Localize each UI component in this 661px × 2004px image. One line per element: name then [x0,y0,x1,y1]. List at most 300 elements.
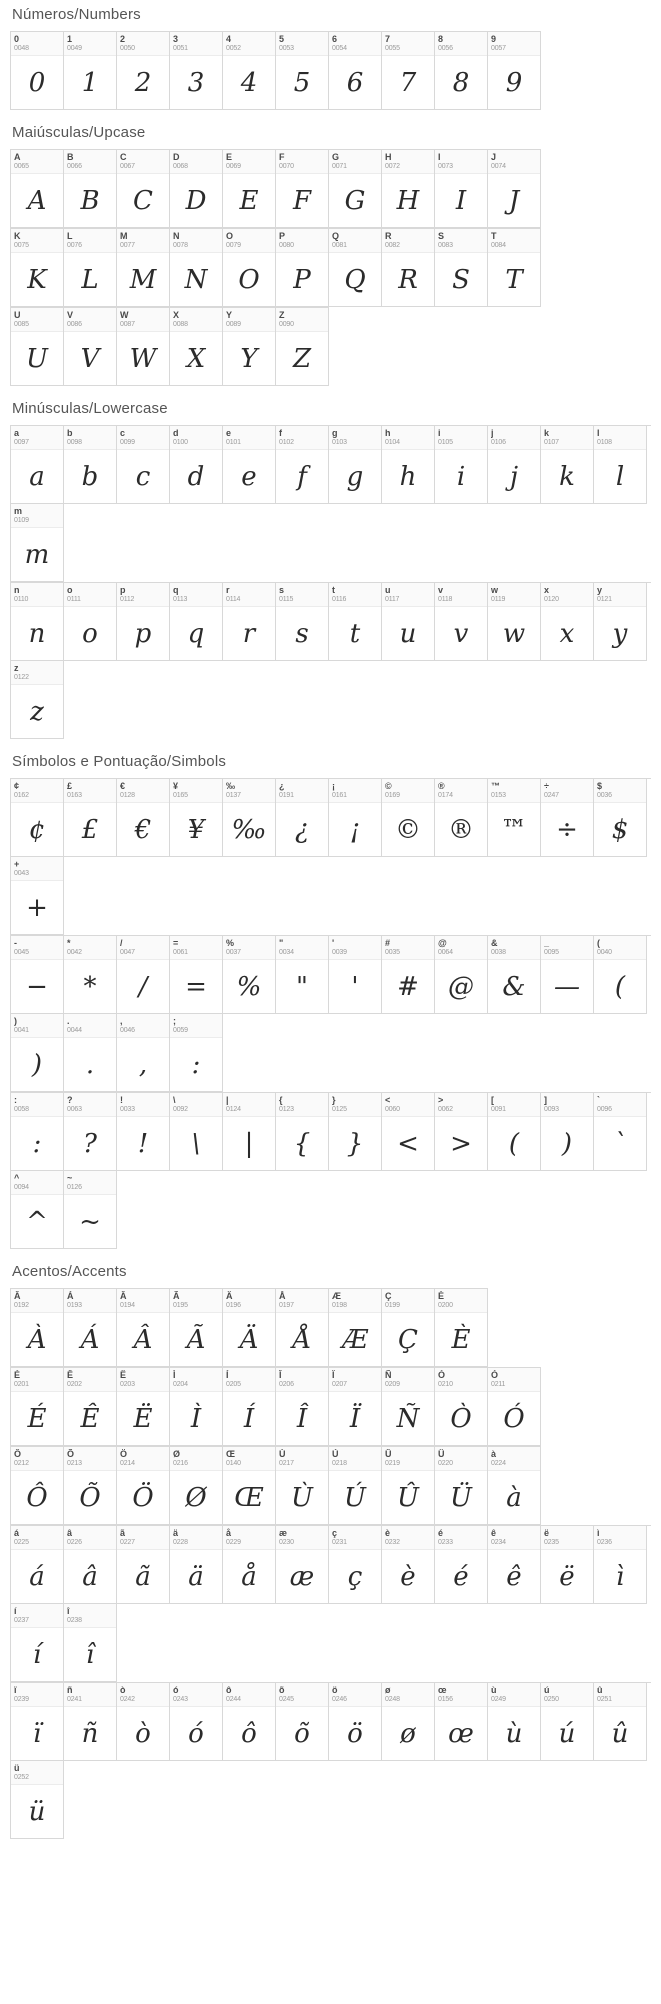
glyph-char-label: } [332,1095,336,1105]
glyph-row [10,778,651,935]
glyph-cell[interactable] [329,1368,382,1446]
glyph-cell[interactable] [11,1289,64,1367]
glyph-meta [382,936,434,960]
glyph-preview: ô [241,1718,257,1749]
glyph-code-label: 0201 [14,1381,29,1388]
glyph-cell[interactable] [488,779,541,857]
glyph-cell[interactable] [435,1683,488,1761]
glyph-meta [488,32,540,56]
glyph-char-label: e [226,428,232,438]
glyph-cell[interactable] [329,779,382,857]
glyph-meta [594,1526,646,1550]
glyph-code-label: 0191 [279,792,294,799]
glyph-cell[interactable] [170,583,223,661]
glyph-char-label: y [597,585,603,595]
glyph-preview: b [81,461,99,492]
glyph-cell[interactable] [541,779,594,857]
glyph-meta [435,1289,487,1313]
glyph-cell[interactable] [64,1447,117,1525]
glyph-row [10,935,651,1092]
glyph-preview: | [244,1128,254,1159]
glyph-cell[interactable] [223,1447,276,1525]
glyph-cell[interactable] [329,583,382,661]
glyph-meta [276,1368,328,1392]
glyph-cell[interactable] [170,936,223,1014]
glyph-preview: ¿ [295,814,309,845]
glyph-char-label: Ç [385,1291,392,1301]
glyph-cell[interactable] [382,936,435,1014]
glyph-cell[interactable] [329,150,382,228]
glyph-char-label: ® [438,781,445,791]
glyph-cell[interactable] [276,426,329,504]
glyph-cell[interactable] [488,32,541,110]
glyph-char-label: F [279,152,285,162]
glyph-preview: Ø [185,1482,207,1513]
glyph-cell[interactable] [11,857,64,935]
glyph-cell[interactable] [11,1093,64,1171]
glyph-preview: Ó [503,1403,525,1434]
glyph-cell[interactable] [435,229,488,307]
glyph-preview: ‰ [231,814,267,845]
glyph-code-label: 0087 [120,321,135,328]
glyph-cell[interactable] [117,1526,170,1604]
glyph-cell[interactable] [223,308,276,386]
glyph-cell[interactable] [488,583,541,661]
glyph-cell[interactable] [223,426,276,504]
glyph-meta [64,1604,116,1628]
glyph-cell[interactable] [117,779,170,857]
glyph-cell[interactable] [64,1368,117,1446]
glyph-cell[interactable] [435,936,488,1014]
glyph-cell[interactable] [435,1093,488,1171]
glyph-cell[interactable] [170,426,223,504]
glyph-cell[interactable] [223,229,276,307]
glyph-cell[interactable] [488,150,541,228]
glyph-cell[interactable] [117,308,170,386]
glyph-char-label: ú [544,1685,550,1695]
glyph-cell[interactable] [435,1447,488,1525]
glyph-cell[interactable] [117,1683,170,1761]
glyph-char-label: , [120,1016,123,1026]
glyph-cell[interactable] [594,426,647,504]
glyph-cell[interactable] [117,229,170,307]
glyph-cell[interactable] [276,1368,329,1446]
glyph-char-label: \ [173,1095,176,1105]
glyph-cell[interactable] [329,426,382,504]
glyph-cell[interactable] [11,661,64,739]
glyph-char-label: Ö [120,1449,128,1459]
glyph-cell[interactable] [64,1683,117,1761]
glyph-meta [11,1761,63,1785]
glyph-code-label: 0106 [491,439,506,446]
glyph-cell[interactable] [541,936,594,1014]
glyph-char-label: 4 [226,34,232,44]
glyph-cell[interactable] [64,32,117,110]
glyph-cell[interactable] [11,1761,64,1839]
glyph-meta [329,229,381,253]
glyph-code-label: 0055 [385,45,400,52]
glyph-cell[interactable] [276,1683,329,1761]
glyph-cell[interactable] [11,504,64,582]
glyph-cell[interactable] [223,583,276,661]
glyph-cell[interactable] [64,150,117,228]
glyph-cell[interactable] [170,1526,223,1604]
glyph-code-label: 0249 [491,1696,506,1703]
glyph-meta [223,150,275,174]
glyph-cell[interactable] [594,1683,647,1761]
glyph-code-label: 0043 [14,870,29,877]
glyph-cell[interactable] [329,32,382,110]
glyph-char-label: Õ [67,1449,75,1459]
glyph-cell[interactable] [11,229,64,307]
glyph-char-label: ¢ [14,781,20,791]
glyph-cell[interactable] [276,1526,329,1604]
glyph-code-label: 0195 [173,1302,188,1309]
glyph-char-label: ö [332,1685,338,1695]
glyph-char-label: Y [226,310,233,320]
glyph-meta [435,1447,487,1471]
glyph-cell[interactable] [64,1526,117,1604]
glyph-code-label: 0095 [544,949,559,956]
glyph-cell[interactable] [11,1683,64,1761]
glyph-char-label: T [491,231,497,241]
glyph-cell[interactable] [594,1526,647,1604]
glyph-char-label: c [120,428,126,438]
glyph-preview: G [344,185,366,216]
glyph-cell[interactable] [223,32,276,110]
glyph-cell[interactable] [11,150,64,228]
glyph-meta [329,426,381,450]
glyph-cell[interactable] [276,150,329,228]
glyph-char-label: ! [120,1095,123,1105]
glyph-cell[interactable] [382,1368,435,1446]
glyph-cell[interactable] [382,1447,435,1525]
glyph-cell[interactable] [382,1093,435,1171]
glyph-cell[interactable] [488,229,541,307]
glyph-cell[interactable] [223,1683,276,1761]
glyph-char-label: / [120,938,123,948]
glyph-char-label: ù [491,1685,497,1695]
glyph-code-label: 0116 [332,596,347,603]
glyph-cell[interactable] [276,1289,329,1367]
glyph-code-label: 0239 [14,1696,29,1703]
glyph-code-label: 0227 [120,1539,135,1546]
glyph-code-label: 0243 [173,1696,188,1703]
glyph-preview: s [295,618,309,649]
glyph-cell[interactable] [223,1093,276,1171]
glyph-cell[interactable] [276,779,329,857]
glyph-cell[interactable] [435,1289,488,1367]
glyph-cell[interactable] [435,150,488,228]
glyph-cell[interactable] [64,308,117,386]
glyph-meta [117,1683,169,1707]
glyph-cell[interactable] [170,1683,223,1761]
glyph-cell[interactable] [382,1683,435,1761]
glyph-code-label: 0194 [120,1302,135,1309]
glyph-cell[interactable] [117,150,170,228]
glyph-meta [488,426,540,450]
glyph-cell[interactable] [382,1289,435,1367]
glyph-preview: î [85,1639,95,1670]
glyph-code-label: 0040 [597,949,612,956]
glyph-meta [223,32,275,56]
glyph-char-label: a [14,428,20,438]
glyph-meta [117,308,169,332]
glyph-cell[interactable] [64,1014,117,1092]
glyph-char-label: N [173,231,180,241]
glyph-cell[interactable] [435,1526,488,1604]
glyph-meta [541,936,593,960]
glyph-cell[interactable] [64,1289,117,1367]
glyph-preview: 2 [134,67,152,98]
glyph-cell[interactable] [329,229,382,307]
glyph-cell[interactable] [170,1368,223,1446]
glyph-cell[interactable] [11,308,64,386]
glyph-preview: w [502,618,526,649]
glyph-cell[interactable] [117,1289,170,1367]
glyph-cell[interactable] [170,150,223,228]
glyph-cell[interactable] [117,936,170,1014]
glyph-code-label: 0174 [438,792,453,799]
glyph-meta [329,1093,381,1117]
glyph-code-label: 0246 [332,1696,347,1703]
glyph-code-label: 0097 [14,439,29,446]
glyph-cell[interactable] [117,1447,170,1525]
glyph-cell[interactable] [170,1447,223,1525]
glyph-cell[interactable] [435,583,488,661]
glyph-cell[interactable] [488,426,541,504]
glyph-meta [64,1526,116,1550]
glyph-cell[interactable] [276,1093,329,1171]
glyph-code-label: 0093 [544,1106,559,1113]
glyph-cell[interactable] [11,583,64,661]
glyph-cell[interactable] [329,1447,382,1525]
glyph-char-label: ã [120,1528,126,1538]
glyph-meta [64,229,116,253]
glyph-cell[interactable] [11,426,64,504]
glyph-cell[interactable] [329,1289,382,1367]
glyph-preview: / [138,971,148,1002]
glyph-cell[interactable] [435,32,488,110]
glyph-cell[interactable] [117,426,170,504]
glyph-cell[interactable] [11,1014,64,1092]
glyph-cell[interactable] [64,1171,117,1249]
glyph-cell[interactable] [64,936,117,1014]
glyph-cell[interactable] [488,1093,541,1171]
glyph-cell[interactable] [170,32,223,110]
glyph-preview: + [26,892,48,923]
glyph-cell[interactable] [64,1093,117,1171]
glyph-cell[interactable] [117,1368,170,1446]
glyph-char-label: ' [332,938,335,948]
glyph-cell[interactable] [276,583,329,661]
glyph-cell[interactable] [382,229,435,307]
glyph-cell[interactable] [223,1526,276,1604]
glyph-cell[interactable] [117,1014,170,1092]
glyph-meta [11,229,63,253]
glyph-cell[interactable] [488,1526,541,1604]
glyph-char-label: i [438,428,441,438]
glyph-cell[interactable] [276,32,329,110]
glyph-preview: g [346,461,364,492]
glyph-cell[interactable] [435,779,488,857]
glyph-char-label: v [438,585,444,595]
glyph-preview: Ã [186,1324,206,1355]
glyph-cell[interactable] [223,936,276,1014]
glyph-meta [541,1683,593,1707]
glyph-cell[interactable] [594,779,647,857]
glyph-cell[interactable] [117,583,170,661]
glyph-meta [64,1171,116,1195]
glyph-cell[interactable] [223,1368,276,1446]
glyph-char-label: @ [438,938,447,948]
glyph-cell[interactable] [329,936,382,1014]
glyph-cell[interactable] [170,779,223,857]
glyph-preview: ü [28,1796,46,1827]
glyph-cell[interactable] [541,1683,594,1761]
glyph-meta [541,779,593,803]
glyph-char-label: È [438,1291,445,1301]
glyph-cell[interactable] [170,1014,223,1092]
glyph-char-label: ó [173,1685,179,1695]
glyph-preview: < [397,1128,419,1159]
glyph-meta [170,1289,222,1313]
glyph-cell[interactable] [11,1171,64,1249]
glyph-char-label: Ë [120,1370,127,1380]
glyph-cell[interactable] [541,1093,594,1171]
glyph-char-label: ò [120,1685,126,1695]
glyph-char-label: U [14,310,21,320]
glyph-code-label: 0197 [279,1302,294,1309]
glyph-preview: ä [188,1561,204,1592]
glyph-cell[interactable] [223,150,276,228]
glyph-cell[interactable] [117,1093,170,1171]
glyph-cell[interactable] [594,936,647,1014]
glyph-preview: 9 [505,67,523,98]
glyph-preview: Ù [291,1482,313,1513]
glyph-code-label: 0035 [385,949,400,956]
glyph-char-label: ~ [67,1173,73,1183]
glyph-cell[interactable] [435,426,488,504]
glyph-cell[interactable] [382,150,435,228]
glyph-char-label: Ô [14,1449,22,1459]
glyph-preview: } [346,1128,364,1159]
glyph-code-label: 0203 [120,1381,135,1388]
glyph-preview: : [32,1128,42,1159]
glyph-cell[interactable] [276,229,329,307]
glyph-char-label: > [438,1095,444,1105]
glyph-cell[interactable] [276,308,329,386]
glyph-code-label: 0202 [67,1381,82,1388]
glyph-cell[interactable] [11,1447,64,1525]
glyph-cell[interactable] [170,1093,223,1171]
glyph-cell[interactable] [488,1368,541,1446]
glyph-cell[interactable] [170,308,223,386]
glyph-code-label: 0118 [438,596,453,603]
glyph-cell[interactable] [488,1447,541,1525]
glyph-code-label: 0105 [438,439,453,446]
glyph-cell[interactable] [488,1683,541,1761]
glyph-meta [276,308,328,332]
glyph-cell[interactable] [11,32,64,110]
glyph-preview: O [238,264,260,295]
glyph-cell[interactable] [11,779,64,857]
glyph-code-label: 0038 [491,949,506,956]
glyph-preview: B [80,185,100,216]
glyph-cell[interactable] [64,426,117,504]
glyph-cell[interactable] [329,1526,382,1604]
glyph-cell[interactable] [11,1368,64,1446]
glyph-code-label: 0165 [173,792,188,799]
glyph-cell[interactable] [11,1604,64,1682]
glyph-cell[interactable] [329,1093,382,1171]
glyph-row [10,1092,651,1249]
glyph-meta [329,150,381,174]
glyph-cell[interactable] [276,1447,329,1525]
glyph-cell[interactable] [329,1683,382,1761]
glyph-meta [170,1368,222,1392]
glyph-char-label: ` [597,1095,600,1105]
glyph-cell[interactable] [541,583,594,661]
glyph-preview: Ï [349,1403,361,1434]
glyph-code-label: 0080 [279,242,294,249]
glyph-cell[interactable] [170,229,223,307]
glyph-cell[interactable] [382,1526,435,1604]
glyph-code-label: 0081 [332,242,347,249]
glyph-cell[interactable] [382,426,435,504]
glyph-char-label: u [385,585,391,595]
glyph-cell[interactable] [64,779,117,857]
glyph-cell[interactable] [276,936,329,1014]
glyph-char-label: P [279,231,286,241]
glyph-char-label: Ò [438,1370,446,1380]
glyph-char-label: 2 [120,34,126,44]
glyph-cell[interactable] [223,1289,276,1367]
glyph-char-label: Ê [67,1370,74,1380]
glyph-code-label: 0199 [385,1302,400,1309]
glyph-cell[interactable] [11,936,64,1014]
glyph-cell[interactable] [541,426,594,504]
glyph-cell[interactable] [382,583,435,661]
glyph-cell[interactable] [64,229,117,307]
glyph-cell[interactable] [382,779,435,857]
glyph-cell[interactable] [382,32,435,110]
glyph-cell[interactable] [64,583,117,661]
glyph-preview: u [399,618,417,649]
glyph-cell[interactable] [594,1093,647,1171]
glyph-code-label: 0212 [14,1460,29,1467]
glyph-char-label: f [279,428,282,438]
glyph-cell[interactable] [541,1526,594,1604]
glyph-cell[interactable] [594,583,647,661]
glyph-cell[interactable] [488,936,541,1014]
glyph-code-label: 0050 [120,45,135,52]
glyph-code-label: 0218 [332,1460,347,1467]
glyph-cell[interactable] [435,1368,488,1446]
glyph-code-label: 0126 [67,1184,82,1191]
glyph-char-label: [ [491,1095,494,1105]
glyph-code-label: 0219 [385,1460,400,1467]
glyph-preview: D [185,185,207,216]
glyph-code-label: 0100 [173,439,188,446]
glyph-cell[interactable] [223,779,276,857]
glyph-cell[interactable] [170,1289,223,1367]
glyph-cell[interactable] [64,1604,117,1682]
glyph-cell[interactable] [11,1526,64,1604]
glyph-preview: T [505,264,523,295]
glyph-cell[interactable] [117,32,170,110]
glyph-code-label: 0047 [120,949,135,956]
